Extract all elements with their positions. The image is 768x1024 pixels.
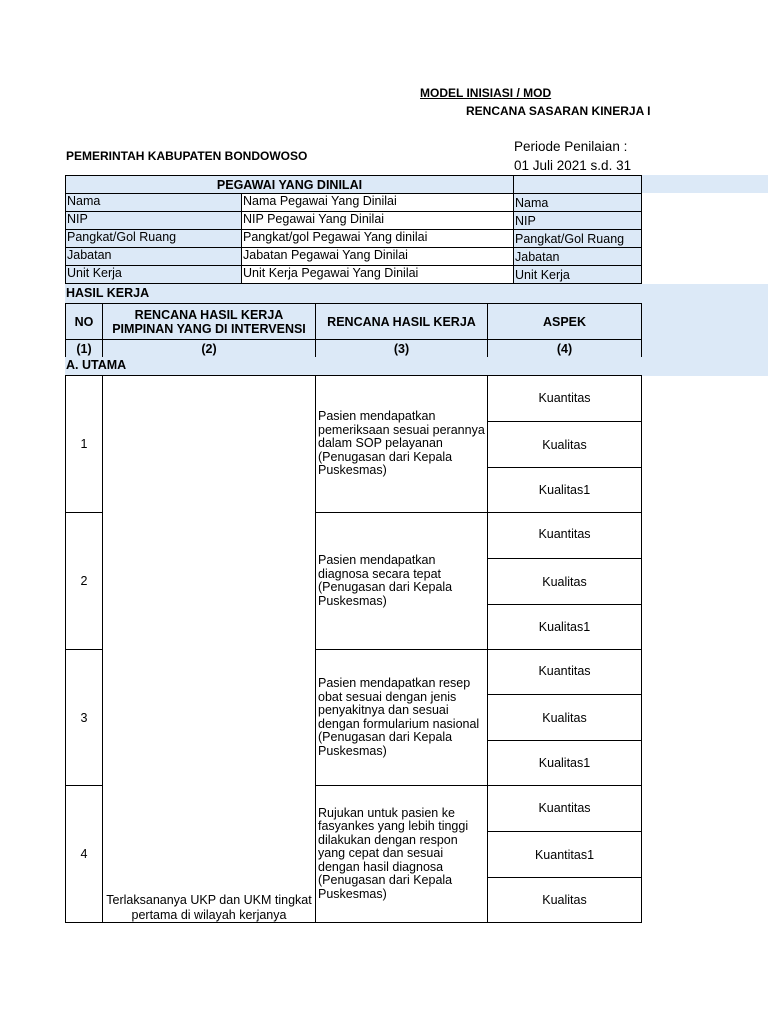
column-number-3: (3) xyxy=(315,339,488,358)
pegawai-label-nip: NIP xyxy=(65,211,242,230)
row-4-no: 4 xyxy=(65,785,103,923)
organization-name: PEMERINTAH KABUPATEN BONDOWOSO xyxy=(66,149,308,163)
row-1-aspek-2: Kualitas xyxy=(487,421,642,468)
row-4-rencana-text: Rujukan untuk pasien ke fasyankes yang lebih tinggi dilakukan dengan respon yang cepat dan sesuai dengan hasil diagnosa (Penugasan dari Kepala Puskesmas) xyxy=(318,805,469,901)
row-2-aspek-2: Kualitas xyxy=(487,558,642,605)
column-header-aspek: ASPEK xyxy=(487,303,642,340)
section-utama: A. UTAMA xyxy=(65,357,642,376)
document-subtitle: RENCANA SASARAN KINERJA I xyxy=(466,104,651,118)
hasil-kerja-band xyxy=(642,284,768,376)
pegawai-label-pangkat: Pangkat/Gol Ruang xyxy=(65,229,242,248)
column-number-1: (1) xyxy=(65,339,103,358)
row-3-no: 3 xyxy=(65,649,103,786)
penilai-label-pangkat: Pangkat/Gol Ruang xyxy=(513,229,642,248)
column-number-4: (4) xyxy=(487,339,642,358)
periode-label: Periode Penilaian : xyxy=(514,139,628,154)
penilai-heading-cell xyxy=(513,175,642,194)
document-title: MODEL INISIASI / MOD xyxy=(420,86,552,100)
penilai-label-jabatan: Jabatan xyxy=(513,247,642,266)
pegawai-label-unit-kerja: Unit Kerja xyxy=(65,265,242,284)
row-2-rencana xyxy=(315,512,488,650)
row-4-aspek-1: Kuantitas xyxy=(487,785,642,832)
row-2-no: 2 xyxy=(65,512,103,650)
row-3-rencana xyxy=(315,649,488,786)
penilai-label-nip: NIP xyxy=(513,211,642,230)
row-4-rencana xyxy=(315,785,488,923)
penilai-label-nama: Nama xyxy=(513,193,642,212)
pegawai-value-nama: Nama Pegawai Yang Dinilai xyxy=(241,193,514,212)
column-header-rhk-pimpinan: RENCANA HASIL KERJA PIMPINAN YANG DI INTERVENSI xyxy=(102,303,316,340)
periode-value: 01 Juli 2021 s.d. 31 xyxy=(514,158,632,173)
column-header-no: NO xyxy=(65,303,103,340)
row-3-aspek-1: Kuantitas xyxy=(487,649,642,695)
pegawai-value-nip: NIP Pegawai Yang Dinilai xyxy=(241,211,514,230)
row-3-rencana-text: Pasien mendapatkan resep obat sesuai dengan jenis penyakitnya dan sesuai dengan formularium nasional (Penugasan dari Kepala Puskesmas) xyxy=(318,676,480,758)
pegawai-value-unit-kerja: Unit Kerja Pegawai Yang Dinilai xyxy=(241,265,514,284)
column-header-rhk: RENCANA HASIL KERJA xyxy=(315,303,488,340)
penilai-label-unit-kerja: Unit Kerja xyxy=(513,265,642,284)
row-2-rencana-text: Pasien mendapatkan diagnosa secara tepat (Penugasan dari Kepala Puskesmas) xyxy=(318,553,453,608)
row-3-aspek-2: Kualitas xyxy=(487,694,642,741)
row-4-aspek-2: Kuantitas1 xyxy=(487,831,642,878)
row-1-aspek-3: Kualitas1 xyxy=(487,467,642,513)
pegawai-label-nama: Nama xyxy=(65,193,242,212)
row-1-no: 1 xyxy=(65,375,103,513)
column-number-2: (2) xyxy=(102,339,316,358)
penilai-heading-band xyxy=(642,175,768,193)
row-3-aspek-3: Kualitas1 xyxy=(487,740,642,786)
hasil-kerja-heading: HASIL KERJA xyxy=(65,284,642,303)
row-4-aspek-3: Kualitas xyxy=(487,877,642,923)
row-2-aspek-1: Kuantitas xyxy=(487,512,642,559)
row-1-rencana-text: Pasien mendapatkan pemeriksaan sesuai perannya dalam SOP pelayanan (Penugasan dari Kepala Puskesmas) xyxy=(318,409,485,478)
row-1-rencana xyxy=(315,375,488,513)
pegawai-label-jabatan: Jabatan xyxy=(65,247,242,266)
pegawai-heading: PEGAWAI YANG DINILAI xyxy=(65,175,514,194)
intervensi-text: Terlaksananya UKP dan UKM tingkat pertama di wilayah kerjanya xyxy=(106,893,312,922)
row-2-aspek-3: Kualitas1 xyxy=(487,604,642,650)
pegawai-value-pangkat: Pangkat/gol Pegawai Yang dinilai xyxy=(241,229,514,248)
pegawai-value-jabatan: Jabatan Pegawai Yang Dinilai xyxy=(241,247,514,266)
intervensi-cell xyxy=(102,375,316,923)
row-1-aspek-1: Kuantitas xyxy=(487,375,642,422)
